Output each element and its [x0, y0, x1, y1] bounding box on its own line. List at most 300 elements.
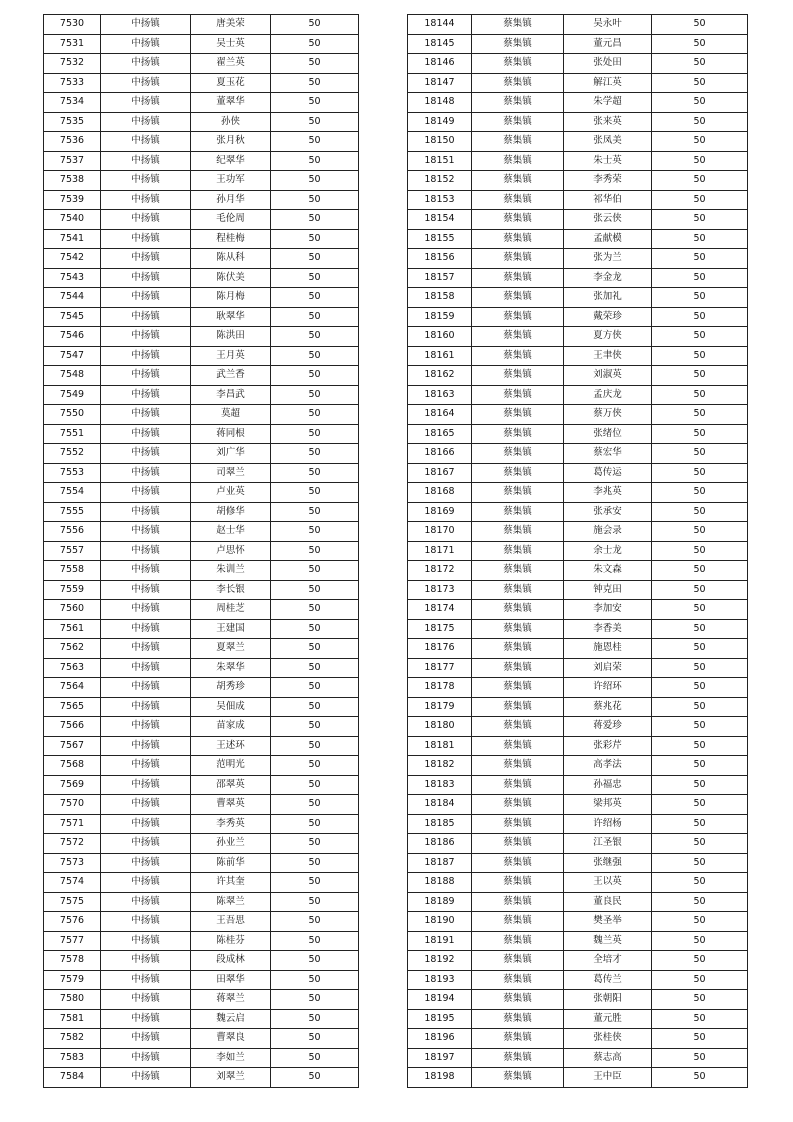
cell-name: 吴士英	[191, 34, 271, 54]
cell-amount: 50	[652, 502, 748, 522]
cell-amount: 50	[652, 463, 748, 483]
cell-town: 中扬镇	[101, 190, 191, 210]
cell-town: 蔡集镇	[472, 190, 564, 210]
cell-amount: 50	[271, 366, 359, 386]
cell-amount: 50	[271, 1048, 359, 1068]
cell-name: 张为兰	[564, 249, 652, 269]
cell-name: 陈从科	[191, 249, 271, 269]
cell-amount: 50	[271, 346, 359, 366]
cell-town: 蔡集镇	[472, 1068, 564, 1088]
cell-number: 7578	[44, 951, 101, 971]
cell-number: 7554	[44, 483, 101, 503]
cell-town: 蔡集镇	[472, 1048, 564, 1068]
table-row	[408, 483, 748, 503]
cell-town: 蔡集镇	[472, 892, 564, 912]
cell-name: 刘翠兰	[191, 1068, 271, 1088]
cell-town: 中扬镇	[101, 346, 191, 366]
cell-name: 司翠兰	[191, 463, 271, 483]
cell-town: 中扬镇	[101, 756, 191, 776]
cell-town: 蔡集镇	[472, 795, 564, 815]
cell-name: 刘广华	[191, 444, 271, 464]
cell-number: 18197	[408, 1048, 472, 1068]
cell-amount: 50	[271, 580, 359, 600]
table-row	[44, 151, 359, 171]
table-row	[408, 15, 748, 35]
cell-amount: 50	[652, 483, 748, 503]
cell-number: 18164	[408, 405, 472, 425]
cell-amount: 50	[652, 561, 748, 581]
cell-town: 蔡集镇	[472, 561, 564, 581]
table-row	[44, 1009, 359, 1029]
cell-amount: 50	[271, 463, 359, 483]
cell-number: 18168	[408, 483, 472, 503]
cell-amount: 50	[652, 249, 748, 269]
cell-amount: 50	[271, 190, 359, 210]
cell-town: 蔡集镇	[472, 210, 564, 230]
cell-name: 张加礼	[564, 288, 652, 308]
cell-town: 蔡集镇	[472, 15, 564, 35]
cell-amount: 50	[652, 190, 748, 210]
cell-name: 纪翠华	[191, 151, 271, 171]
cell-town: 蔡集镇	[472, 1029, 564, 1049]
cell-number: 7552	[44, 444, 101, 464]
cell-town: 蔡集镇	[472, 775, 564, 795]
cell-town: 蔡集镇	[472, 541, 564, 561]
cell-name: 蔡志高	[564, 1048, 652, 1068]
cell-name: 段成林	[191, 951, 271, 971]
cell-name: 刘淑英	[564, 366, 652, 386]
table-row	[408, 385, 748, 405]
table-row	[44, 795, 359, 815]
table-row	[44, 366, 359, 386]
cell-amount: 50	[652, 541, 748, 561]
cell-town: 蔡集镇	[472, 931, 564, 951]
cell-town: 中扬镇	[101, 853, 191, 873]
cell-number: 7560	[44, 600, 101, 620]
cell-amount: 50	[652, 112, 748, 132]
cell-town: 蔡集镇	[472, 756, 564, 776]
cell-number: 7545	[44, 307, 101, 327]
cell-number: 7577	[44, 931, 101, 951]
cell-amount: 50	[271, 970, 359, 990]
table-row	[44, 912, 359, 932]
cell-name: 梁邦英	[564, 795, 652, 815]
cell-number: 7534	[44, 93, 101, 113]
cell-number: 7537	[44, 151, 101, 171]
table-row	[408, 541, 748, 561]
cell-name: 李金龙	[564, 268, 652, 288]
cell-name: 董翠华	[191, 93, 271, 113]
cell-number: 18180	[408, 717, 472, 737]
cell-name: 陈桂芬	[191, 931, 271, 951]
cell-number: 7535	[44, 112, 101, 132]
cell-amount: 50	[652, 756, 748, 776]
cell-town: 中扬镇	[101, 990, 191, 1010]
cell-town: 蔡集镇	[472, 834, 564, 854]
cell-town: 蔡集镇	[472, 54, 564, 74]
cell-town: 中扬镇	[101, 580, 191, 600]
cell-amount: 50	[271, 795, 359, 815]
cell-name: 卢思怀	[191, 541, 271, 561]
cell-number: 7559	[44, 580, 101, 600]
cell-town: 蔡集镇	[472, 970, 564, 990]
cell-number: 18161	[408, 346, 472, 366]
table-row	[44, 307, 359, 327]
cell-name: 许绍环	[564, 678, 652, 698]
cell-amount: 50	[652, 775, 748, 795]
cell-number: 18160	[408, 327, 472, 347]
table-row	[44, 34, 359, 54]
cell-amount: 50	[652, 795, 748, 815]
table-row	[44, 873, 359, 893]
table-row	[408, 658, 748, 678]
cell-number: 7532	[44, 54, 101, 74]
table-row	[44, 346, 359, 366]
cell-number: 7584	[44, 1068, 101, 1088]
cell-town: 中扬镇	[101, 93, 191, 113]
cell-name: 王功军	[191, 171, 271, 191]
cell-number: 18184	[408, 795, 472, 815]
table-row	[408, 912, 748, 932]
cell-name: 夏翠兰	[191, 639, 271, 659]
cell-name: 李如兰	[191, 1048, 271, 1068]
cell-name: 夏玉花	[191, 73, 271, 93]
cell-name: 陈翠兰	[191, 892, 271, 912]
cell-amount: 50	[271, 522, 359, 542]
cell-name: 魏云启	[191, 1009, 271, 1029]
table-row	[408, 1009, 748, 1029]
table-row	[44, 522, 359, 542]
table-row	[408, 73, 748, 93]
cell-name: 张彩芹	[564, 736, 652, 756]
cell-town: 蔡集镇	[472, 366, 564, 386]
cell-number: 18177	[408, 658, 472, 678]
cell-name: 戴荣珍	[564, 307, 652, 327]
cell-town: 蔡集镇	[472, 385, 564, 405]
cell-number: 18175	[408, 619, 472, 639]
cell-amount: 50	[652, 444, 748, 464]
cell-number: 7557	[44, 541, 101, 561]
cell-name: 吴佃成	[191, 697, 271, 717]
table-row	[408, 132, 748, 152]
cell-town: 中扬镇	[101, 717, 191, 737]
cell-number: 7540	[44, 210, 101, 230]
cell-name: 朱翠华	[191, 658, 271, 678]
cell-number: 18176	[408, 639, 472, 659]
cell-amount: 50	[271, 912, 359, 932]
cell-amount: 50	[271, 151, 359, 171]
table-row	[44, 970, 359, 990]
cell-town: 中扬镇	[101, 619, 191, 639]
cell-name: 王中臣	[564, 1068, 652, 1088]
cell-number: 7550	[44, 405, 101, 425]
table-row	[44, 658, 359, 678]
cell-town: 中扬镇	[101, 483, 191, 503]
table-row	[408, 444, 748, 464]
cell-name: 孙月华	[191, 190, 271, 210]
cell-town: 蔡集镇	[472, 132, 564, 152]
cell-amount: 50	[271, 268, 359, 288]
cell-amount: 50	[652, 346, 748, 366]
cell-town: 蔡集镇	[472, 853, 564, 873]
cell-amount: 50	[652, 970, 748, 990]
cell-amount: 50	[271, 229, 359, 249]
cell-name: 全培才	[564, 951, 652, 971]
table-row	[44, 834, 359, 854]
cell-amount: 50	[652, 600, 748, 620]
cell-town: 中扬镇	[101, 424, 191, 444]
cell-amount: 50	[271, 697, 359, 717]
cell-name: 耿翠华	[191, 307, 271, 327]
cell-number: 7576	[44, 912, 101, 932]
cell-name: 张云侠	[564, 210, 652, 230]
cell-number: 18174	[408, 600, 472, 620]
cell-number: 7541	[44, 229, 101, 249]
cell-number: 18187	[408, 853, 472, 873]
cell-name: 曹翠良	[191, 1029, 271, 1049]
cell-name: 毛伦周	[191, 210, 271, 230]
table-row	[408, 775, 748, 795]
cell-amount: 50	[652, 366, 748, 386]
cell-number: 7572	[44, 834, 101, 854]
cell-number: 7538	[44, 171, 101, 191]
cell-amount: 50	[652, 619, 748, 639]
cell-amount: 50	[652, 405, 748, 425]
table-row	[408, 756, 748, 776]
cell-amount: 50	[271, 73, 359, 93]
cell-number: 18194	[408, 990, 472, 1010]
cell-name: 李香美	[564, 619, 652, 639]
cell-amount: 50	[652, 736, 748, 756]
table-row	[408, 580, 748, 600]
cell-town: 蔡集镇	[472, 171, 564, 191]
cell-number: 18181	[408, 736, 472, 756]
cell-number: 18188	[408, 873, 472, 893]
cell-amount: 50	[271, 853, 359, 873]
cell-number: 7573	[44, 853, 101, 873]
table-row	[408, 678, 748, 698]
table-row	[44, 385, 359, 405]
cell-amount: 50	[271, 561, 359, 581]
cell-amount: 50	[652, 132, 748, 152]
cell-name: 魏兰英	[564, 931, 652, 951]
table-row	[44, 483, 359, 503]
cell-number: 18154	[408, 210, 472, 230]
cell-town: 中扬镇	[101, 931, 191, 951]
cell-amount: 50	[271, 171, 359, 191]
cell-number: 18191	[408, 931, 472, 951]
cell-amount: 50	[271, 288, 359, 308]
cell-amount: 50	[271, 444, 359, 464]
table-row	[44, 502, 359, 522]
cell-number: 7581	[44, 1009, 101, 1029]
cell-town: 中扬镇	[101, 151, 191, 171]
cell-number: 7551	[44, 424, 101, 444]
cell-name: 朱学超	[564, 93, 652, 113]
table-row	[408, 717, 748, 737]
table-row	[44, 619, 359, 639]
cell-town: 蔡集镇	[472, 268, 564, 288]
cell-name: 张桂侠	[564, 1029, 652, 1049]
cell-name: 蔡宏华	[564, 444, 652, 464]
table-row	[408, 34, 748, 54]
cell-town: 中扬镇	[101, 600, 191, 620]
cell-name: 邵翠英	[191, 775, 271, 795]
cell-name: 蒋翠兰	[191, 990, 271, 1010]
cell-amount: 50	[652, 951, 748, 971]
table-row	[408, 990, 748, 1010]
table-row	[408, 346, 748, 366]
cell-amount: 50	[652, 1068, 748, 1088]
table-row	[44, 1048, 359, 1068]
table-row	[408, 892, 748, 912]
cell-number: 18170	[408, 522, 472, 542]
cell-town: 蔡集镇	[472, 580, 564, 600]
cell-number: 18183	[408, 775, 472, 795]
cell-number: 18166	[408, 444, 472, 464]
cell-amount: 50	[652, 873, 748, 893]
cell-number: 18198	[408, 1068, 472, 1088]
cell-number: 18186	[408, 834, 472, 854]
cell-amount: 50	[271, 756, 359, 776]
cell-number: 18195	[408, 1009, 472, 1029]
cell-town: 蔡集镇	[472, 912, 564, 932]
cell-town: 中扬镇	[101, 678, 191, 698]
cell-number: 7571	[44, 814, 101, 834]
table-row	[408, 639, 748, 659]
cell-name: 夏方侠	[564, 327, 652, 347]
cell-name: 李兆英	[564, 483, 652, 503]
table-row	[408, 795, 748, 815]
cell-number: 18190	[408, 912, 472, 932]
table-row	[44, 171, 359, 191]
table-row	[44, 580, 359, 600]
cell-number: 18189	[408, 892, 472, 912]
cell-town: 蔡集镇	[472, 151, 564, 171]
cell-town: 中扬镇	[101, 1009, 191, 1029]
cell-name: 孙业兰	[191, 834, 271, 854]
table-row	[408, 931, 748, 951]
cell-name: 蒋同根	[191, 424, 271, 444]
cell-name: 樊圣举	[564, 912, 652, 932]
cell-number: 7582	[44, 1029, 101, 1049]
table-row	[44, 229, 359, 249]
cell-amount: 50	[271, 249, 359, 269]
cell-town: 中扬镇	[101, 366, 191, 386]
table-row	[44, 639, 359, 659]
cell-name: 葛传兰	[564, 970, 652, 990]
cell-number: 7583	[44, 1048, 101, 1068]
cell-town: 蔡集镇	[472, 873, 564, 893]
cell-name: 吴永叶	[564, 15, 652, 35]
cell-town: 蔡集镇	[472, 288, 564, 308]
cell-name: 王述环	[191, 736, 271, 756]
table-row	[44, 697, 359, 717]
table-row	[44, 1029, 359, 1049]
table-row	[44, 541, 359, 561]
cell-amount: 50	[652, 385, 748, 405]
cell-town: 中扬镇	[101, 892, 191, 912]
cell-number: 18182	[408, 756, 472, 776]
table-row	[408, 561, 748, 581]
cell-town: 中扬镇	[101, 561, 191, 581]
cell-amount: 50	[652, 931, 748, 951]
cell-amount: 50	[271, 658, 359, 678]
cell-name: 解江英	[564, 73, 652, 93]
cell-number: 18146	[408, 54, 472, 74]
cell-town: 中扬镇	[101, 736, 191, 756]
table-row	[44, 931, 359, 951]
cell-number: 7569	[44, 775, 101, 795]
table-row	[408, 1029, 748, 1049]
cell-town: 中扬镇	[101, 405, 191, 425]
table-row	[408, 210, 748, 230]
cell-name: 李加安	[564, 600, 652, 620]
table-row	[44, 561, 359, 581]
cell-amount: 50	[271, 678, 359, 698]
cell-amount: 50	[652, 229, 748, 249]
cell-name: 李昌武	[191, 385, 271, 405]
cell-amount: 50	[271, 775, 359, 795]
cell-name: 王建国	[191, 619, 271, 639]
cell-name: 高孝法	[564, 756, 652, 776]
cell-number: 7536	[44, 132, 101, 152]
cell-name: 陈月梅	[191, 288, 271, 308]
cell-town: 蔡集镇	[472, 658, 564, 678]
cell-number: 7548	[44, 366, 101, 386]
table-row	[408, 502, 748, 522]
cell-amount: 50	[652, 93, 748, 113]
cell-name: 余士龙	[564, 541, 652, 561]
cell-town: 蔡集镇	[472, 249, 564, 269]
cell-name: 张继强	[564, 853, 652, 873]
cell-number: 7533	[44, 73, 101, 93]
cell-name: 祁华伯	[564, 190, 652, 210]
cell-name: 刘启荣	[564, 658, 652, 678]
cell-number: 18162	[408, 366, 472, 386]
cell-amount: 50	[652, 580, 748, 600]
cell-amount: 50	[271, 600, 359, 620]
cell-amount: 50	[271, 1068, 359, 1088]
table-row	[44, 288, 359, 308]
table-row	[408, 522, 748, 542]
cell-town: 中扬镇	[101, 1068, 191, 1088]
cell-town: 蔡集镇	[472, 502, 564, 522]
cell-name: 孟庆龙	[564, 385, 652, 405]
table-row	[408, 853, 748, 873]
cell-name: 胡秀珍	[191, 678, 271, 698]
table-row	[408, 600, 748, 620]
table-row	[408, 463, 748, 483]
right-data-table	[407, 14, 748, 1088]
cell-number: 18148	[408, 93, 472, 113]
cell-amount: 50	[652, 268, 748, 288]
table-row	[44, 678, 359, 698]
cell-town: 中扬镇	[101, 288, 191, 308]
cell-amount: 50	[652, 1048, 748, 1068]
cell-town: 中扬镇	[101, 1029, 191, 1049]
cell-number: 7544	[44, 288, 101, 308]
cell-number: 18157	[408, 268, 472, 288]
cell-town: 中扬镇	[101, 210, 191, 230]
cell-number: 7556	[44, 522, 101, 542]
cell-number: 7553	[44, 463, 101, 483]
cell-town: 中扬镇	[101, 873, 191, 893]
table-row	[408, 970, 748, 990]
cell-town: 蔡集镇	[472, 346, 564, 366]
cell-amount: 50	[652, 853, 748, 873]
cell-amount: 50	[271, 639, 359, 659]
